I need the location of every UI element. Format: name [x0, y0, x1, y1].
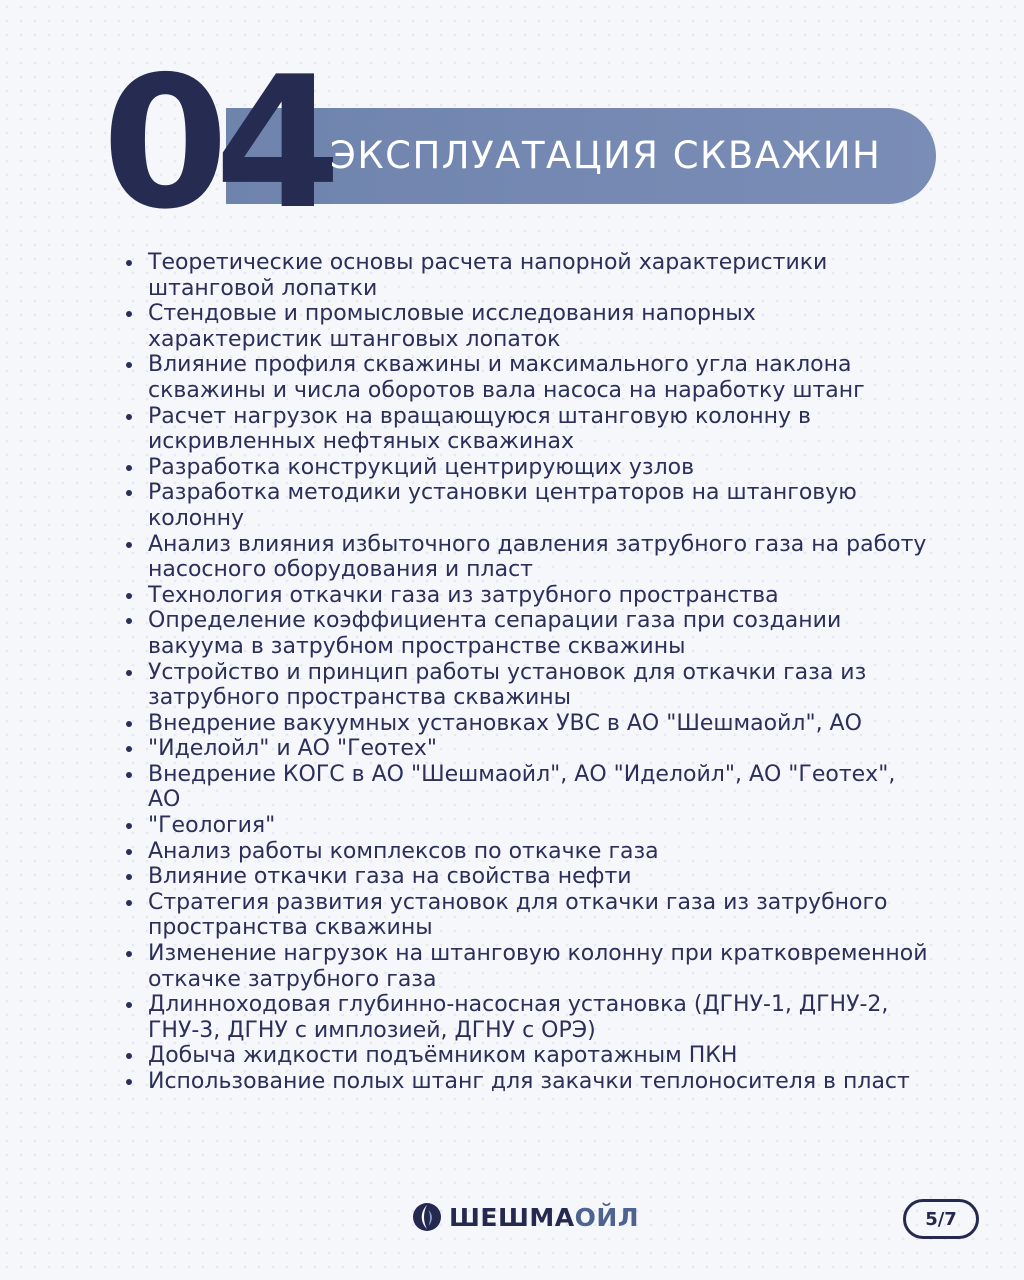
list-item: Влияние откачки газа на свойства нефти: [148, 864, 928, 890]
logo-text-part1: ШЕШМА: [449, 1202, 575, 1232]
list-item: Устройство и принцип работы установок для откачки газа из затрубного пространства скважины: [148, 660, 928, 711]
list-item: Длинноходовая глубинно-насосная установка (ДГНУ-1, ДГНУ-2, ГНУ-3, ДГНУ с имплозией, ДГНУ с ОРЭ): [148, 992, 928, 1043]
list-item: Технология откачки газа из затрубного пространства: [148, 583, 928, 609]
section-number: 04: [102, 37, 328, 249]
list-item: Разработка методики установки центраторов на штанговую колонну: [148, 480, 928, 531]
page-indicator: 5/7: [903, 1199, 979, 1239]
logo-text-part2: ОЙЛ: [574, 1202, 640, 1232]
list-item: Внедрение КОГС в АО "Шешмаойл", АО "Иделойл", АО "Геотех", АО: [148, 762, 928, 813]
drop-logo-icon: [412, 1202, 442, 1232]
logo-text: [449, 1203, 639, 1232]
list-item: Разработка конструкций центрирующих узлов: [148, 455, 928, 481]
company-logo: [412, 1200, 639, 1234]
section-title: ЭКСПЛУАТАЦИЯ СКВАЖИН: [330, 134, 882, 177]
list-item: Анализ влияния избыточного давления затрубного газа на работу насосного оборудования и пласт: [148, 531, 927, 583]
topics-list: [148, 250, 928, 1095]
list-item: Изменение нагрузок на штанговую колонну при кратковременной откачке затрубного газа: [148, 941, 928, 992]
list-item: "Геология": [148, 813, 928, 839]
list-item: Определение коэффициента сепарации газа при создании вакуума в затрубном пространстве скважины: [148, 608, 928, 659]
list-item: Теоретические основы расчета напорной характеристики штанговой лопатки: [148, 250, 928, 301]
list-item: Стратегия развития установок для откачки газа из затрубного пространства скважины: [148, 890, 928, 941]
list-item: Расчет нагрузок на вращающуюся штанговую колонну в искривленных нефтяных скважинах: [148, 404, 928, 455]
list-item: Влияние профиля скважины и максимального угла наклона скважины и числа оборотов вала насоса на наработку штанг: [148, 352, 928, 403]
list-item: Внедрение вакуумных установках УВС в АО "Шешмаойл", АО: [148, 711, 928, 737]
list-item: Анализ работы комплексов по откачке газа: [148, 839, 928, 865]
list-item: Стендовые и промысловые исследования напорных характеристик штанговых лопаток: [148, 301, 928, 352]
list-item: Использование полых штанг для закачки теплоносителя в пласт: [148, 1069, 928, 1095]
list-item: "Иделойл" и АО "Геотех": [148, 736, 928, 762]
list-item: Добыча жидкости подъёмником каротажным ПКН: [148, 1043, 928, 1069]
